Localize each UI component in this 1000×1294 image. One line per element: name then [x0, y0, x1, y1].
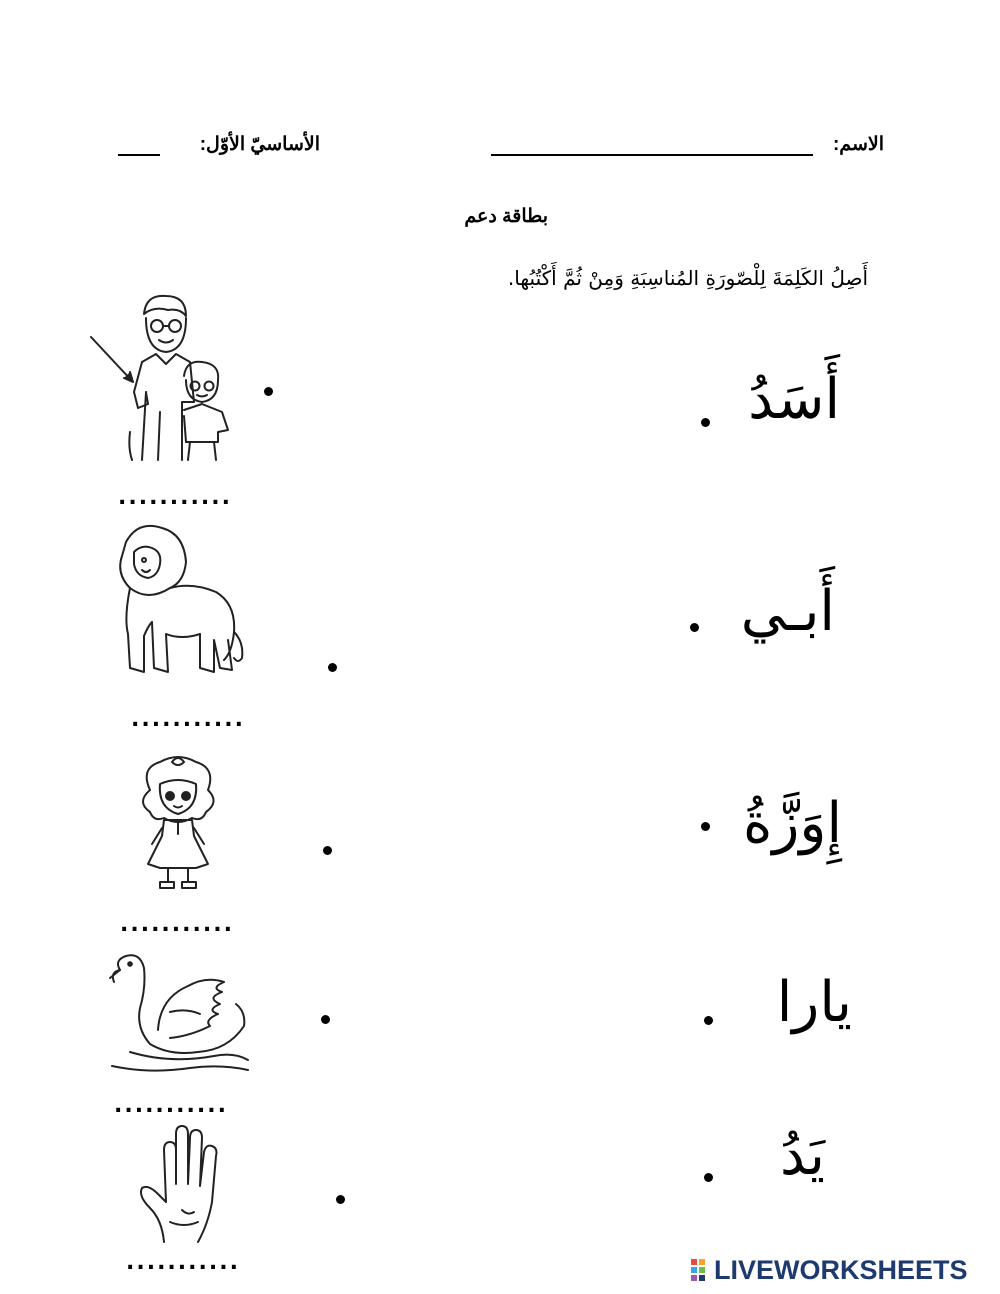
picture-2-dot[interactable]: [328, 663, 337, 672]
word-5-dot[interactable]: [704, 1173, 713, 1182]
hand-image[interactable]: [136, 1124, 226, 1244]
word-1-dot[interactable]: [701, 418, 710, 427]
answer-blank-1[interactable]: ...........: [118, 485, 232, 510]
grade-label: الأساسيّ الأوّل:: [199, 134, 320, 155]
name-label: الاسم:: [832, 134, 884, 155]
lion-image[interactable]: [108, 522, 248, 682]
word-5: يَدُ: [780, 1123, 825, 1188]
picture-3-dot[interactable]: [323, 846, 332, 855]
father-and-son-image[interactable]: [124, 292, 232, 462]
word-3-dot[interactable]: [701, 822, 710, 831]
picture-4-dot[interactable]: [321, 1015, 330, 1024]
word-2: أَبـي: [740, 579, 835, 644]
answer-blank-2[interactable]: ...........: [131, 707, 245, 732]
word-1: أَسَدُ: [748, 367, 840, 432]
picture-5-dot[interactable]: [336, 1195, 345, 1204]
name-input-line[interactable]: [491, 154, 813, 156]
answer-blank-3[interactable]: ...........: [120, 912, 234, 937]
grade-input-line[interactable]: [118, 154, 160, 156]
liveworksheets-brand: LIVEWORKSHEETS: [714, 1255, 968, 1285]
word-2-dot[interactable]: [690, 623, 699, 632]
word-3: إِوَزَّةُ: [743, 791, 842, 856]
page-title: بطاقة دعم: [464, 206, 548, 227]
word-4-dot[interactable]: [704, 1016, 713, 1025]
swan-image[interactable]: [110, 952, 250, 1076]
answer-blank-4[interactable]: ...........: [114, 1093, 228, 1118]
answer-blank-5[interactable]: ...........: [126, 1250, 240, 1275]
liveworksheets-logo-icon: [691, 1259, 713, 1285]
word-4: يارا: [776, 970, 852, 1035]
girl-image[interactable]: [130, 754, 226, 894]
picture-1-dot[interactable]: [264, 387, 273, 396]
instruction-text: أَصِلُ الكَلِمَةَ لِلْصّورَةِ المُناسِبَةِ وَمِنْ ثُمَّ أَكْتُبُها.: [507, 266, 868, 290]
